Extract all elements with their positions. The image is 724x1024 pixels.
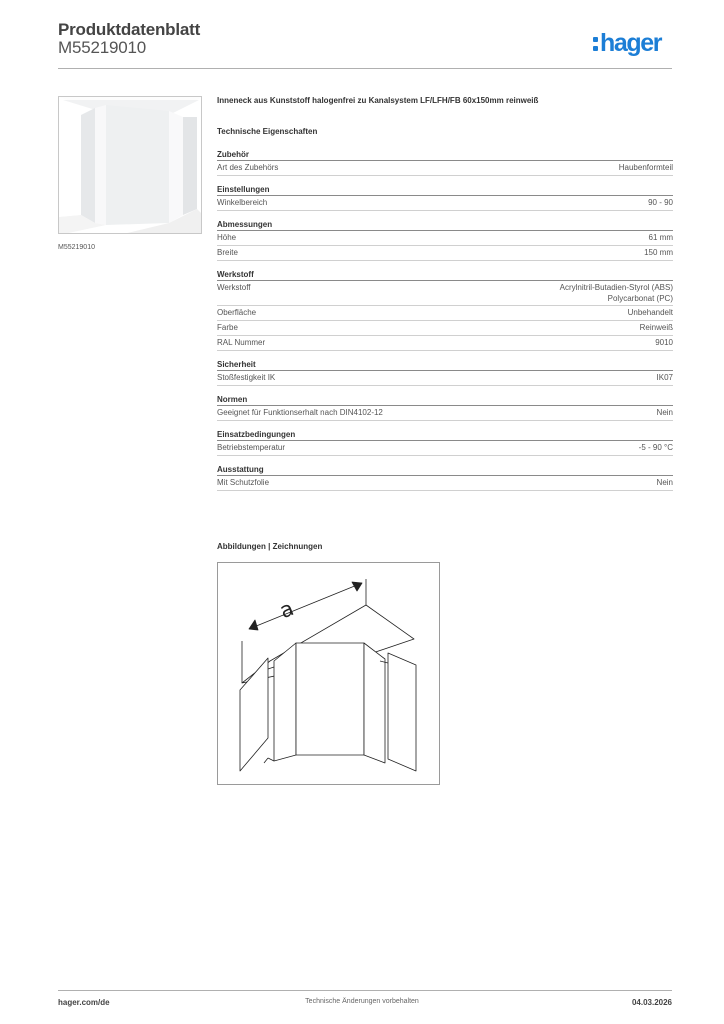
tech-properties-title: Technische Eigenschaften xyxy=(217,127,318,136)
property-row xyxy=(217,196,673,211)
property-value-line: Unbehandelt xyxy=(627,308,673,317)
property-label: Farbe xyxy=(217,323,238,332)
section-title: Ausstattung xyxy=(217,465,673,476)
property-label: Mit Schutzfolie xyxy=(217,478,270,487)
property-label: Breite xyxy=(217,248,238,257)
property-value-line: 150 mm xyxy=(644,248,673,257)
section-title: Werkstoff xyxy=(217,270,673,281)
property-value-line: Polycarbonat (PC) xyxy=(607,294,673,303)
section xyxy=(217,360,673,386)
section-title: Abmessungen xyxy=(217,220,673,231)
section-title: Einstellungen xyxy=(217,185,673,196)
property-row xyxy=(217,321,673,336)
property-label: Höhe xyxy=(217,233,237,242)
property-value xyxy=(657,407,673,418)
property-label: RAL Nummer xyxy=(217,338,266,347)
property-value-line: -5 - 90 °C xyxy=(638,443,673,452)
property-label: Art des Zubehörs xyxy=(217,163,279,172)
section xyxy=(217,430,673,456)
product-description: Inneneck aus Kunststoff halogenfrei zu Kanalsystem LF/LFH/FB 60x150mm reinweiß xyxy=(217,96,539,105)
product-number: M55219010 xyxy=(58,38,146,57)
property-value-line: Nein xyxy=(656,408,673,417)
property-value xyxy=(619,162,673,173)
footer-date: 04.03.2026 xyxy=(631,998,672,1007)
property-row xyxy=(217,231,673,246)
section-title: Einsatzbedingungen xyxy=(217,430,673,441)
property-row xyxy=(217,161,673,176)
footer-notice: Technische Änderungen vorbehalten xyxy=(305,998,419,1005)
corner-drawing xyxy=(218,563,441,786)
property-value-line: Nein xyxy=(656,478,673,487)
property-label: Oberfläche xyxy=(217,308,257,317)
property-value xyxy=(649,232,673,243)
property-value-line: IK07 xyxy=(656,373,673,382)
section xyxy=(217,465,673,491)
logo-text: hager xyxy=(600,29,662,57)
section xyxy=(217,270,673,351)
section xyxy=(217,220,673,261)
section xyxy=(217,150,673,176)
property-label: Stoßfestigkeit IK xyxy=(217,373,276,382)
property-label: Betriebstemperatur xyxy=(217,443,286,452)
product-photo xyxy=(59,97,202,234)
property-value xyxy=(640,322,673,333)
brand-logo xyxy=(593,29,661,58)
properties-list xyxy=(217,150,673,491)
property-row xyxy=(217,246,673,261)
main-content xyxy=(217,96,673,491)
dimension-label: a xyxy=(276,596,298,624)
property-value-line: Haubenformteil xyxy=(618,163,673,172)
section-title: Sicherheit xyxy=(217,360,673,371)
property-row xyxy=(217,281,673,306)
page-title: Produktdatenblatt xyxy=(58,20,201,39)
property-value xyxy=(657,372,673,383)
product-image xyxy=(58,96,202,234)
technical-drawing xyxy=(217,562,440,785)
property-row xyxy=(217,371,673,386)
property-value xyxy=(644,247,673,258)
property-value-line: 61 mm xyxy=(648,233,673,242)
property-label: Geeignet für Funktionserhalt nach DIN4102-12 xyxy=(217,408,383,417)
section-title: Normen xyxy=(217,395,673,406)
property-value-line: Reinweiß xyxy=(639,323,673,332)
image-caption: M55219010 xyxy=(58,244,95,251)
property-value xyxy=(648,197,673,208)
property-value xyxy=(560,282,673,304)
property-value-line: 9010 xyxy=(655,338,673,347)
property-value-line: Acrylnitril-Butadien-Styrol (ABS) xyxy=(559,283,673,292)
property-value-line: 90 - 90 xyxy=(648,198,673,207)
property-row xyxy=(217,441,673,456)
logo-dots-icon xyxy=(593,36,599,52)
property-label: Winkelbereich xyxy=(217,198,268,207)
section-title: Zubehör xyxy=(217,150,673,161)
property-label: Werkstoff xyxy=(217,283,251,292)
footer-website-link[interactable]: hager.com/de xyxy=(58,998,110,1007)
section xyxy=(217,185,673,211)
property-row xyxy=(217,306,673,321)
property-row xyxy=(217,406,673,421)
property-value xyxy=(655,337,673,348)
property-value xyxy=(639,442,673,453)
property-row xyxy=(217,476,673,491)
footer-divider xyxy=(58,990,672,991)
property-value xyxy=(657,477,673,488)
property-row xyxy=(217,336,673,351)
section xyxy=(217,395,673,421)
drawings-title: Abbildungen | Zeichnungen xyxy=(217,542,323,551)
property-value xyxy=(628,307,673,318)
header-divider xyxy=(58,68,672,69)
